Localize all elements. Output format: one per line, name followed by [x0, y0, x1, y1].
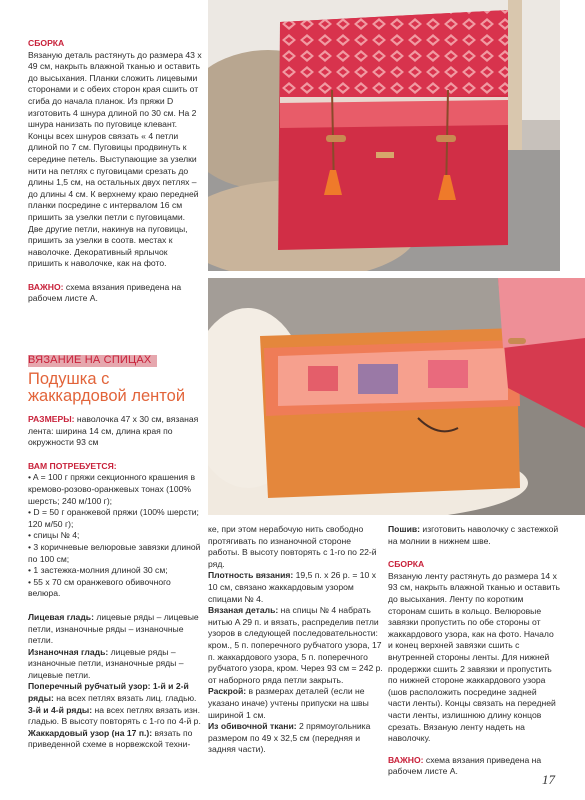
sborka-heading-2: СБОРКА	[388, 559, 425, 570]
need-item: • 1 застежка-молния длиной 30 см;	[28, 565, 168, 576]
need-heading: ВАМ ПОТРЕБУЕТСЯ:	[28, 460, 117, 471]
section-tag: ВЯЗАНИЕ НА СПИЦАХ	[28, 354, 152, 366]
sewing: Пошив: изготовить наволочку с застежкой на молнии в нижнем шве.	[388, 524, 559, 546]
page-title: Подушка с жаккардовой лентой	[28, 370, 186, 405]
knit-part: Вязаная деталь: на спицы № 4 набрать нитью A 29 п. и вязать, распределив петли узоров в следующей последовательности: кром., 5 п. поперечного рубчатого узора, 17 п. жаккардового узора, 5 п. поперечного рубчатого узора, кром. Через 93 см = 242 р. от наборного ряда петли закрыть.	[208, 605, 383, 685]
term-reverse-stitch: Изнаночная гладь: лицевые ряды – изнаночные петли, изнаночные ряды – лицевые петли.	[28, 646, 184, 680]
pillow-photo-bottom	[208, 278, 585, 515]
sborka-text-2: Вязаную ленту растянуть до размера 14 х 93 см, накрыть влажной тканью и оставить до высыхания. Ленту по коротким сторонам сшить в кольцо. Велюровые завязки пропустить по обе стороны от жаккардового узора, как на фото. Начало и конец верхней завязки сшить с внутренней стороны ленты. Для нижней продержки сшить 2 завязки и пропустить по нижней стороне жаккардового узора (шов расположить посредине задней части ленты). Концы связать на передней части ленты, излишнюю длину концов срезать. Вязаную ленту надеть на наволочку.	[388, 570, 560, 744]
razmery-text: наволочка 47 х 30 см, вязаная лента: ширина 14 см, длина края по окружности 93 см	[28, 414, 199, 448]
need-item: • 55 х 70 см оранжевого обивочного велюра.	[28, 576, 171, 599]
term-rows-3-4: 3-й и 4-й ряды: на всех петлях вязать изн. гладью. В высоту повторять с 1-го по 4-й р.	[28, 704, 201, 727]
density: Плотность вязания: 19,5 п. х 26 р. = 10 х 10 см, связано жаккардовым узором спицами № 4.	[208, 570, 376, 604]
need-item: • спицы № 4;	[28, 530, 80, 541]
col2	[208, 524, 384, 756]
pillow-image-bottom	[208, 278, 585, 515]
razmery-label: РАЗМЕРЫ:	[28, 414, 75, 424]
need-item: • 3 коричневые велюровые завязки длиной по 100 см;	[28, 541, 201, 564]
pillow-image-top	[208, 0, 560, 271]
sborka-text: Вязаную деталь растянуть до размера 43 х 49 см, накрыть влажной тканью и оставить до высыхания. Планки сложить лицевыми сторонами и с обеих сторон края сшить от сгиба до начала планок. Из пряжи D изготовить 4 шнура длиной по 30 см. На 2 шнура нанизать по пуговице клевант. Концы всех шнуров связать « 4 петли длиной по 7 см. Пуговицы продвинуть к середине петель. Выступающие за узелки нити на петлях с пуговицами срезать до длины 1,5 см, на остальных двух петлях – до длины 4 см. К верхнему краю передней планки посредине с интервалом 16 см пришить за узелки петли с пуговицами. Две другие петли, накинув на пуговицы, пришить за узелки в соотв. местах к наволочке. Декоративный ярлычок пришить к наволочке, как на фото.	[28, 49, 202, 269]
term-face-stitch: Лицевая гладь: лицевые ряды – лицевые петли, изнаночные ряды – изнаночные петли.	[28, 611, 199, 646]
term-rib-pattern: Поперечный рубчатый узор: 1-й и 2-й ряды: на всех петлях вязать лиц. гладью.	[28, 681, 197, 704]
page-number: 17	[542, 772, 555, 787]
cutting: Раскрой: в размерах деталей (если не указано иначе) учтены припуски на швы шириной 1 см.	[208, 686, 369, 720]
sborka-heading: СБОРКА	[28, 38, 65, 48]
fabric: Из обивочной ткани: 2 прямоугольника размером по 49 х 32,5 см (передняя и задняя части).	[208, 721, 371, 755]
need-item: • D = 50 г оранжевой пряжи (100% шерсти; 120 м/50 г);	[28, 507, 199, 529]
watermark: PassionForum.ru	[512, 788, 581, 798]
col1-top	[28, 38, 202, 314]
vazhno-text: схема вязания приведена на рабочем листе А.	[28, 281, 182, 304]
col2-intro: ке, при этом нерабочую нить свободно протягивать по изнаночной стороне работы. В высоту повторять с 1-го по 22-й ряд.	[208, 524, 377, 569]
need-item: • A = 100 г пряжи секционного крашения в кремово-розово-оранжевых тонах (100% шерсть; 240 м/100 г);	[28, 472, 196, 506]
vazhno-note	[28, 282, 202, 305]
term-jacquard: Жаккардовый узор (на 17 п.): вязать по приведенной схеме в норвежской техни-	[28, 727, 193, 750]
need-list	[28, 472, 202, 600]
pillow-photo-top	[208, 0, 560, 271]
vazhno-note-2: ВАЖНО: схема вязания приведена на рабочем листе А.	[388, 754, 542, 777]
vazhno-label: ВАЖНО:	[28, 281, 64, 292]
col3	[388, 524, 560, 787]
razmery	[28, 414, 202, 449]
col1-bottom	[28, 414, 202, 751]
